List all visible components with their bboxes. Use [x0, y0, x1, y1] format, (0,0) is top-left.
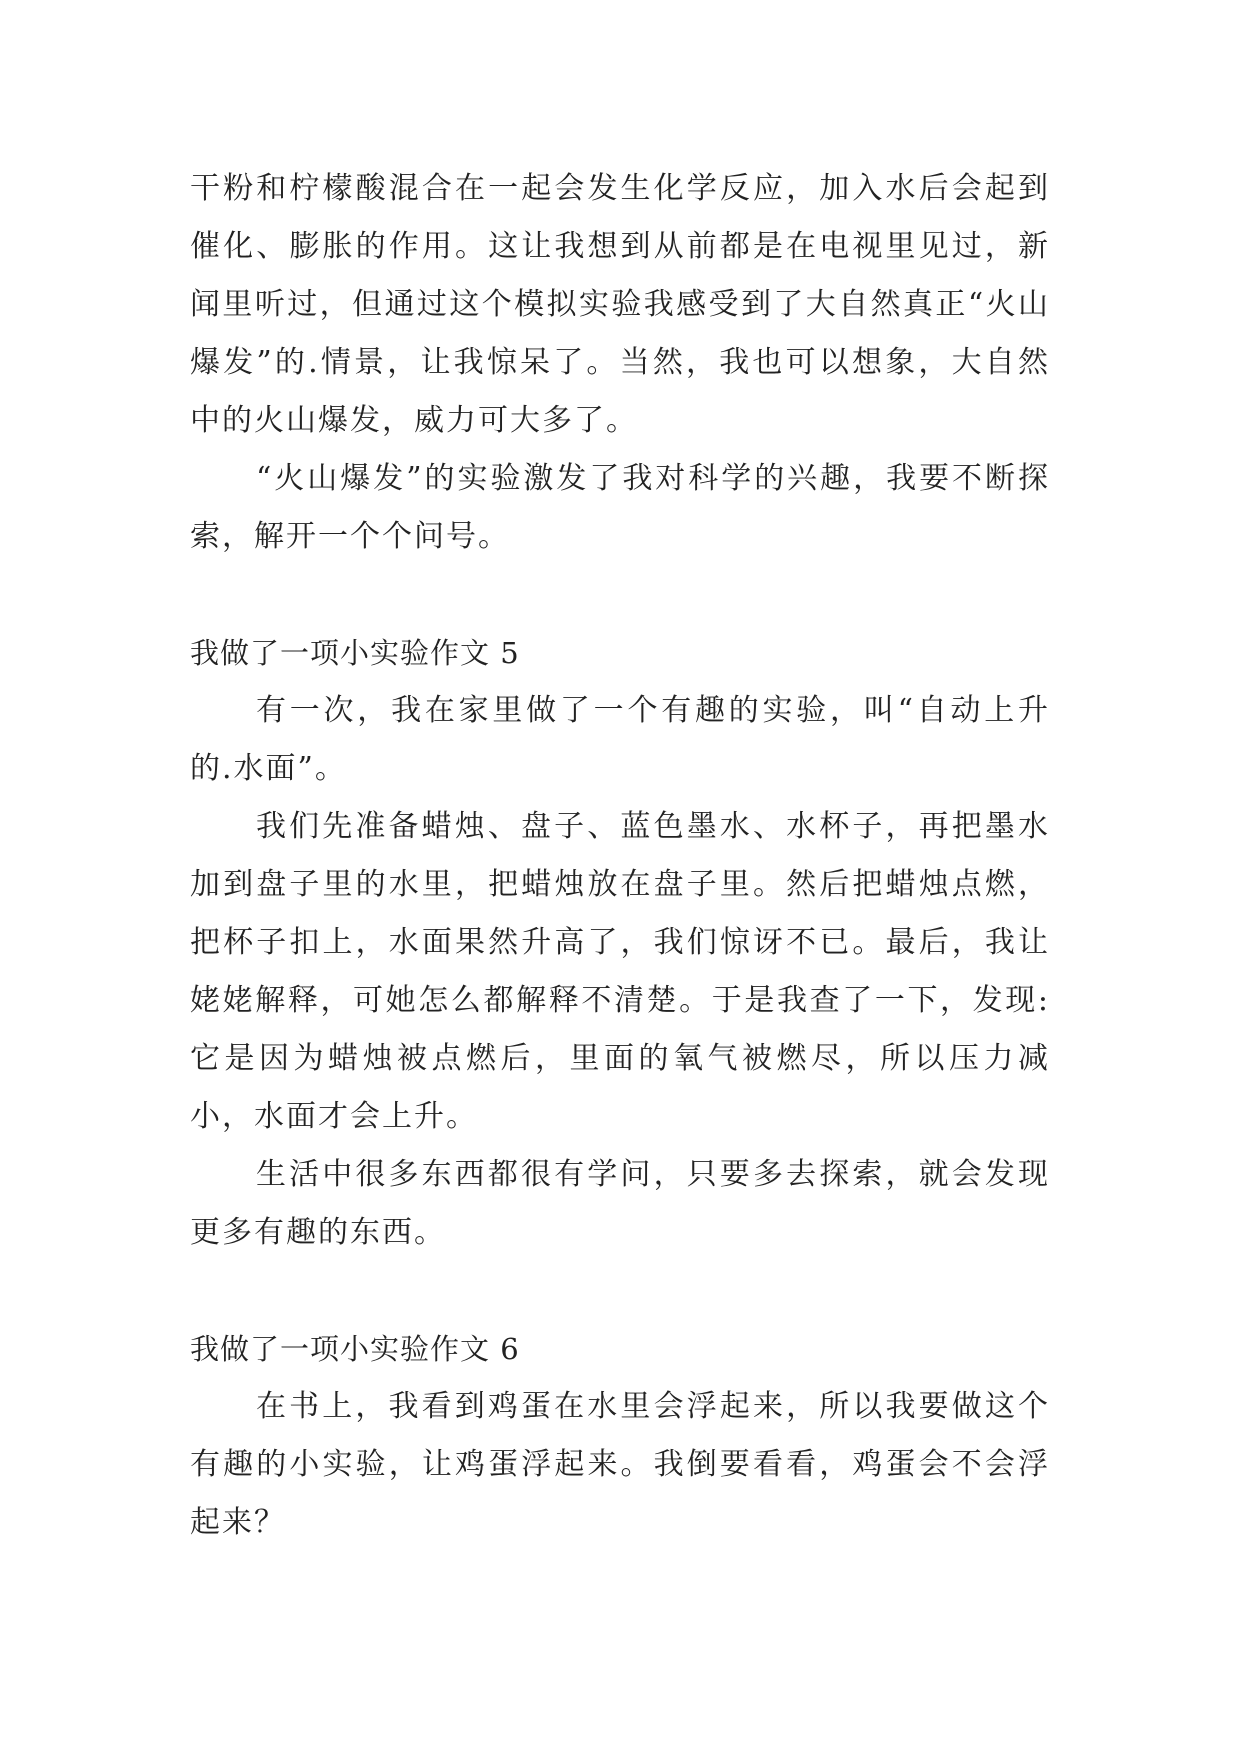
- section-spacer: [190, 566, 1050, 624]
- paragraph-volcano-reaction: 干粉和柠檬酸混合在一起会发生化学反应，加入水后会起到催化、膨胀的作用。这让我想到从前都是在电视里见过，新闻里听过，但通过这个模拟实验我感受到了大自然真正“火山爆发”的.情景，让我惊呆了。当然，我也可以想象，大自然中的火山爆发，威力可大多了。: [190, 171, 1050, 438]
- document-body: [190, 160, 1050, 1552]
- paragraph-essay5-intro: 有一次，我在家里做了一个有趣的实验，叫“自动上升的.水面”。: [190, 693, 1050, 786]
- section-heading-essay-6: 我做了一项小实验作文 6: [190, 1332, 520, 1366]
- section-spacer: [190, 1262, 1050, 1320]
- paragraph-essay5-procedure: 我们先准备蜡烛、盘子、蓝色墨水、水杯子，再把墨水加到盘子里的水里，把蜡烛放在盘子里。然后把蜡烛点燃，把杯子扣上，水面果然升高了，我们惊讶不已。最后，我让姥姥解释，可她怎么都解释不清楚。于是我查了一下，发现:它是因为蜡烛被点燃后，里面的氧气被燃尽，所以压力减小，水面才会上升。: [190, 809, 1050, 1134]
- paragraph-essay5-conclusion: 生活中很多东西都很有学问，只要多去探索，就会发现更多有趣的东西。: [190, 1157, 1050, 1250]
- section-heading-essay-5: 我做了一项小实验作文 5: [190, 636, 520, 670]
- paragraph-essay6-intro: 在书上，我看到鸡蛋在水里会浮起来，所以我要做这个有趣的小实验，让鸡蛋浮起来。我倒要看看，鸡蛋会不会浮起来？: [190, 1389, 1050, 1540]
- paragraph-volcano-conclusion: “火山爆发”的实验激发了我对科学的兴趣，我要不断探索，解开一个个问号。: [190, 461, 1050, 554]
